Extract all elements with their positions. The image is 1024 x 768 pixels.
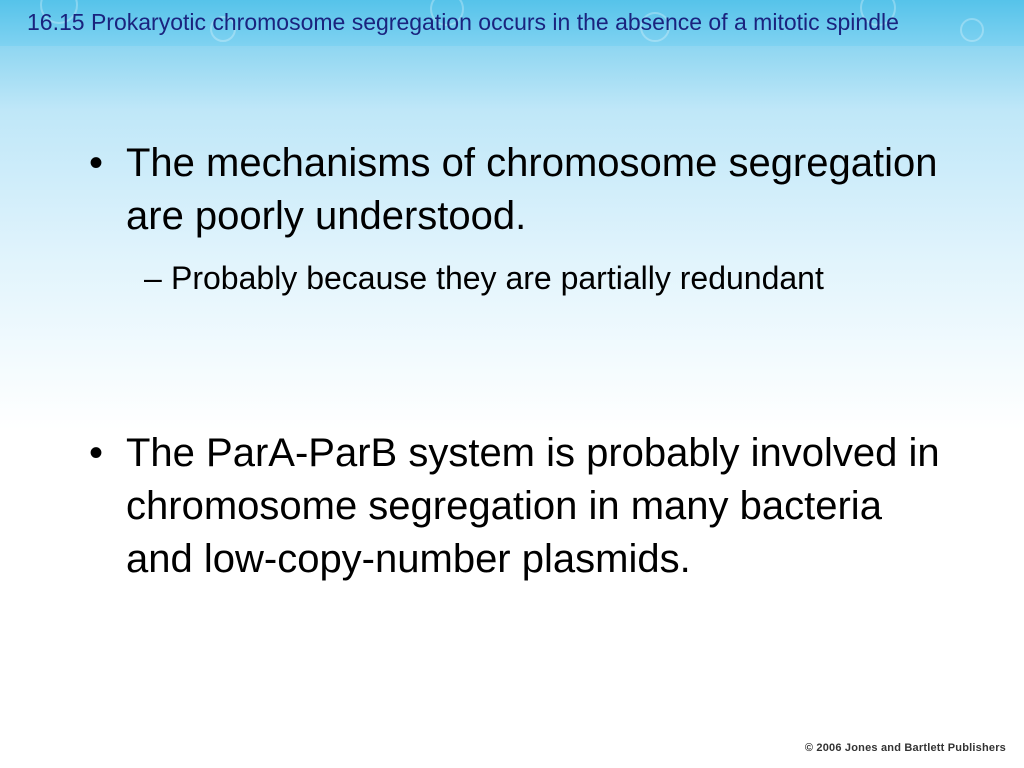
bullet-text: The mechanisms of chromosome segregation are poorly understood. <box>126 141 938 238</box>
bullet-item <box>89 137 956 243</box>
bullet-marker: • <box>89 431 104 475</box>
bullet-item <box>89 427 956 586</box>
sub-bullet-marker: – <box>144 260 162 296</box>
sub-bullet-text: Probably because they are partially redundant <box>171 260 824 296</box>
slide-title: 16.15 Prokaryotic chromosome segregation occurs in the absence of a mitotic spindle <box>27 9 899 35</box>
sub-bullet-item <box>144 256 831 301</box>
bullet-text: The ParA-ParB system is probably involved in chromosome segregation in many bacteria and low-copy-number plasmids. <box>126 431 940 581</box>
bullet-marker: • <box>89 141 104 185</box>
copyright-notice: © 2006 Jones and Bartlett Publishers <box>804 742 1006 754</box>
